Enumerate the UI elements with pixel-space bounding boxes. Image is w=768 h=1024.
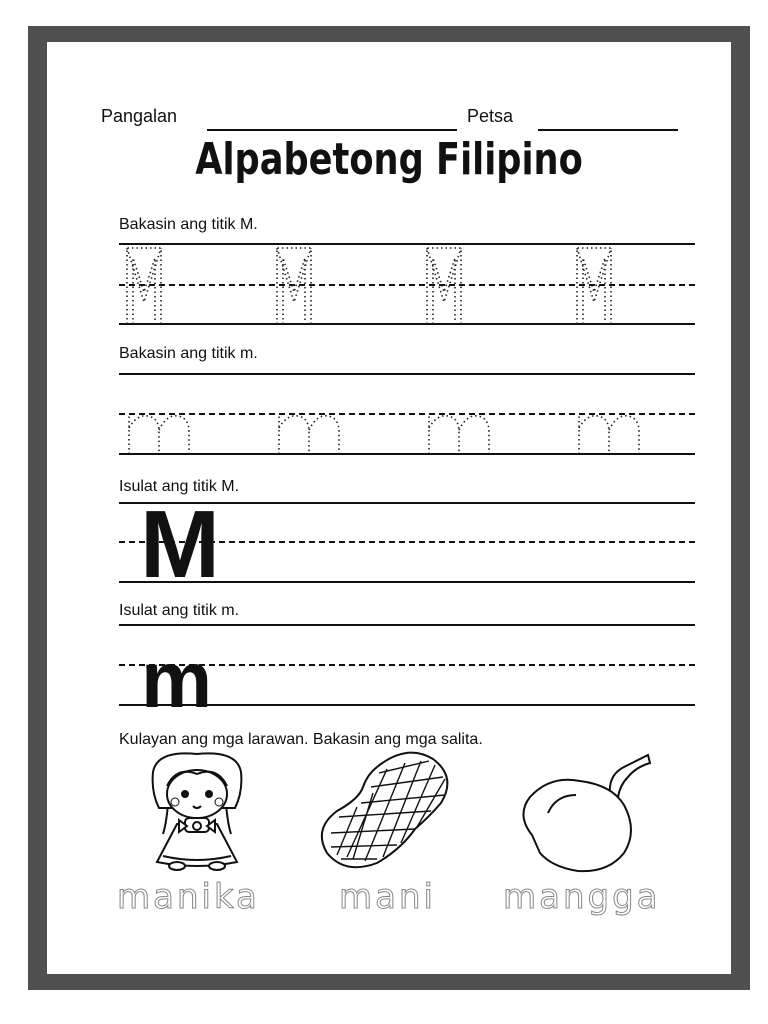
trace-m-3 [429, 416, 489, 454]
name-label: Pangalan [101, 106, 178, 126]
trace-m-2 [279, 416, 339, 454]
instruction-trace-lower: Bakasin ang titik m. [119, 345, 258, 362]
model-letter-M: M [140, 491, 220, 598]
date-label: Petsa [467, 106, 514, 126]
traceable-m-letters[interactable] [47, 42, 731, 472]
model-letter-m: m [141, 635, 213, 724]
peanut-picture[interactable] [317, 747, 457, 872]
trace-m-4 [579, 416, 639, 454]
instruction-write-lower: Isulat ang titik m. [119, 602, 240, 619]
page-border [28, 26, 750, 990]
trace-word-manika[interactable]: manika [117, 877, 260, 917]
mango-picture[interactable] [512, 747, 662, 877]
worksheet [47, 42, 731, 974]
trace-m-1 [129, 416, 189, 454]
writing-line-top [119, 624, 695, 626]
page-title: Alpabetong Filipino [195, 134, 583, 185]
instruction-trace-upper: Bakasin ang titik M. [119, 216, 258, 233]
trace-word-mani[interactable]: mani [339, 877, 436, 917]
instruction-write-upper: Isulat ang titik M. [119, 478, 240, 495]
doll-picture[interactable] [137, 752, 257, 872]
trace-word-mangga[interactable]: mangga [503, 877, 661, 917]
instruction-coloring: Kulayan ang mga larawan. Bakasin ang mga salita. [119, 731, 483, 748]
